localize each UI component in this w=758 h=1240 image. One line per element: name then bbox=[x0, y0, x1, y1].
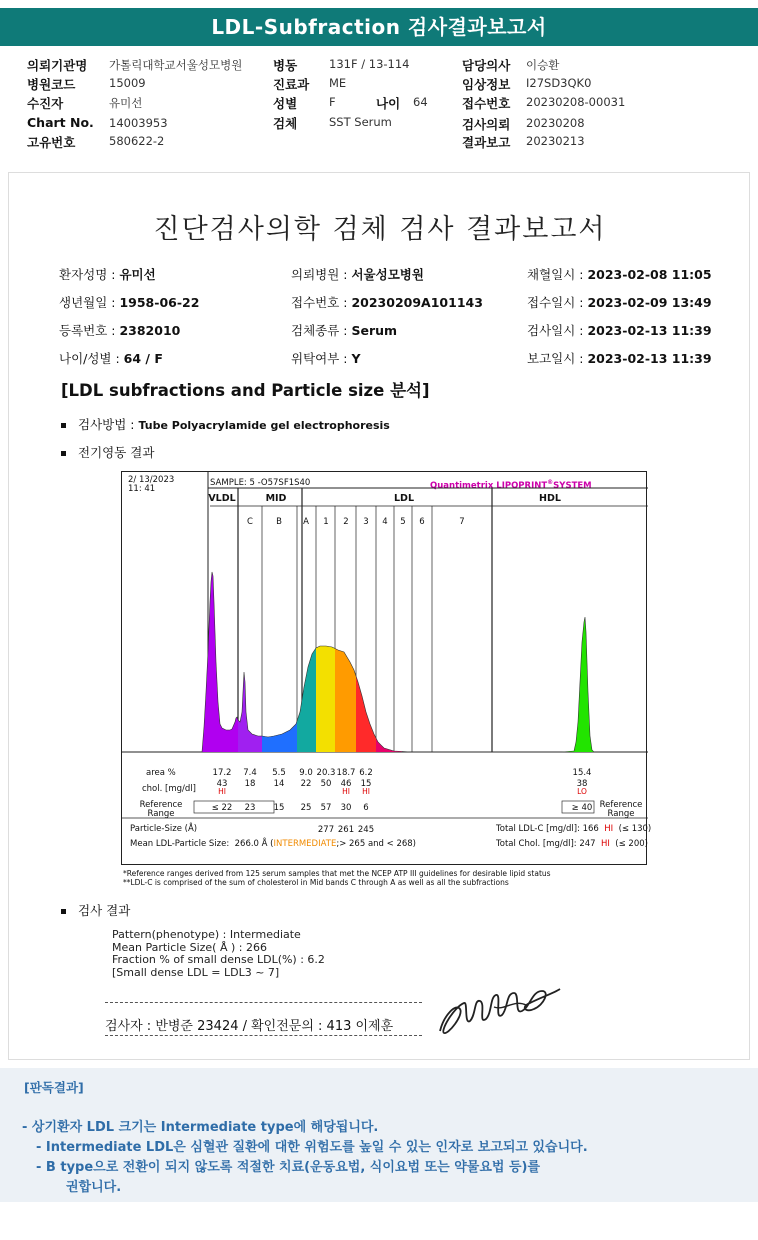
header-value: 64 bbox=[413, 95, 428, 109]
ref-value-l2: 30 bbox=[340, 803, 352, 813]
header-value: 580622-2 bbox=[109, 134, 165, 148]
band-label-5: 5 bbox=[400, 517, 406, 527]
band-label-b: B bbox=[276, 517, 282, 527]
result-summary bbox=[112, 929, 325, 979]
header-value: ME bbox=[329, 76, 347, 90]
chart-canvas bbox=[122, 472, 648, 866]
lipoprint-chart bbox=[121, 471, 652, 865]
peak-area-ldl3 bbox=[356, 676, 376, 752]
header-key: 나이 bbox=[376, 96, 401, 111]
bullet-icon bbox=[61, 909, 66, 914]
area-value-l1: 20.3 bbox=[316, 768, 336, 778]
row-label-mean: Mean LDL-Particle Size: 266.0 Å (INTERMEDIATE;> 265 and < 268) bbox=[130, 839, 416, 849]
ref-value-a: 25 bbox=[300, 803, 312, 813]
band-label-a: A bbox=[303, 517, 309, 527]
interpretation-title: [판독결과] bbox=[24, 1080, 84, 1095]
report-time: 보고일시 : 2023-02-13 11:39 bbox=[527, 351, 712, 366]
chart-notes bbox=[123, 869, 551, 887]
test-time: 검사일시 : 2023-02-13 11:39 bbox=[527, 323, 712, 338]
header-value: 20230208-00031 bbox=[526, 95, 626, 109]
report-title: 진단검사의학 검체 검사 결과보고서 bbox=[153, 214, 607, 245]
divider bbox=[105, 1002, 422, 1003]
specimen-type: 검체종류 : Serum bbox=[291, 323, 398, 338]
scanned-report bbox=[8, 172, 750, 1060]
peak-area-c bbox=[238, 672, 262, 752]
ref-value-b: 15 bbox=[273, 803, 285, 813]
area-value-c: 7.4 bbox=[243, 768, 257, 778]
note-line: *Reference ranges derived from 125 serum samples that met the NCEP ATP III guidelines for desirable lipid status bbox=[123, 869, 551, 878]
peak-area-a bbox=[297, 648, 316, 752]
header-key: 의뢰기관명 bbox=[27, 58, 88, 73]
area-value-b: 5.5 bbox=[272, 768, 286, 778]
total-ldl: Total LDL-C [mg/dl]: 166 HI (≤ 130) bbox=[496, 824, 652, 834]
peak-area-b bbox=[262, 721, 297, 752]
patient-name: 환자성명 : 유미선 bbox=[59, 267, 156, 282]
bullet-icon bbox=[61, 451, 66, 456]
peak-area-ldl1 bbox=[316, 646, 335, 752]
header-value: 20230213 bbox=[526, 134, 585, 148]
header-value: 14003953 bbox=[109, 116, 168, 130]
row-label-ref-right: Reference Range bbox=[599, 800, 643, 819]
age-sex: 나이/성별 : 64 / F bbox=[59, 351, 163, 366]
chol-value-l1: 50 bbox=[320, 779, 332, 789]
flag-l2: HI bbox=[342, 787, 350, 796]
electrophoresis-heading: 전기영동 결과 bbox=[61, 443, 154, 461]
row-label-chol: chol. [mg/dl] bbox=[142, 784, 196, 794]
report-banner: LDL-Subfraction 검사결과보고서 bbox=[0, 8, 758, 46]
divider bbox=[105, 1035, 422, 1036]
chol-value-vldl: 43 bbox=[216, 779, 228, 789]
result-heading: 검사 결과 bbox=[61, 901, 130, 919]
registration-number: 등록번호 : 2382010 bbox=[59, 323, 181, 338]
chart-time: 11: 41 bbox=[128, 484, 156, 494]
header-key: 병동 bbox=[273, 58, 298, 73]
interpretation-line: - B type으로 전환이 되지 않도록 적절한 치료(운동요법, 식이요법 또는 약물요법 등)를 bbox=[36, 1160, 541, 1175]
method-line: 검사방법 : Tube Polyacrylamide gel electrophoresis bbox=[61, 415, 390, 433]
header-key: 수진자 bbox=[27, 96, 64, 111]
header-key: 접수번호 bbox=[462, 96, 511, 111]
ref-box bbox=[194, 801, 274, 813]
signoff: 검사자 : 반병준 23424 / 확인전문의 : 413 이제훈 bbox=[105, 1019, 394, 1034]
chol-value-b: 14 bbox=[273, 779, 285, 789]
collection-time: 채혈일시 : 2023-02-08 11:05 bbox=[527, 267, 712, 282]
chol-value-l3: 15 bbox=[360, 779, 372, 789]
result-line: [Small dense LDL = LDL3 ~ 7] bbox=[112, 965, 280, 979]
psize-value-l3: 245 bbox=[357, 825, 375, 835]
birth-date: 생년월일 : 1958-06-22 bbox=[59, 295, 200, 310]
psize-value-l2: 261 bbox=[337, 825, 355, 835]
total-chol: Total Chol. [mg/dl]: 247 HI (≤ 200) bbox=[496, 839, 648, 849]
chart-date: 2/ 13/2023 bbox=[128, 475, 175, 485]
interpretation-panel bbox=[0, 1068, 758, 1202]
header-key: 검체 bbox=[273, 116, 298, 131]
psize-value-l1: 277 bbox=[317, 825, 335, 835]
header-value: 가톨릭대학교서울성모병원 bbox=[109, 58, 243, 72]
group-label-vldl: VLDL bbox=[208, 493, 236, 504]
header-value: 유미선 bbox=[109, 96, 143, 110]
chol-value-hdl: 38 bbox=[576, 779, 588, 789]
result-line: Pattern(phenotype) : Intermediate bbox=[112, 928, 301, 941]
chart-brand: Quantimetrix LIPOPRINT®SYSTEM bbox=[430, 479, 592, 491]
chol-value-c: 18 bbox=[244, 779, 256, 789]
note-line: **LDL-C is comprised of the sum of cholesterol in Mid bands C through A as well as all the subfractions bbox=[123, 878, 509, 887]
flag-l3: HI bbox=[362, 787, 370, 796]
chart-sample: SAMPLE: 5 -O57SF1S40 bbox=[210, 478, 311, 488]
header-key: 병원코드 bbox=[27, 77, 76, 92]
accession-number: 접수번호 : 20230209A101143 bbox=[291, 295, 483, 310]
ref-value-hdl: ≥ 40 bbox=[571, 803, 593, 813]
band-label-7: 7 bbox=[459, 517, 465, 527]
band-label-1: 1 bbox=[323, 517, 329, 527]
flag-vldl: HI bbox=[218, 787, 226, 796]
header-key: 성별 bbox=[273, 96, 298, 111]
area-value-hdl: 15.4 bbox=[572, 768, 592, 778]
band-label-4: 4 bbox=[382, 517, 388, 527]
ref-value-l1: 57 bbox=[320, 803, 332, 813]
interpretation-line: - 상기환자 LDL 크기는 Intermediate type에 해당됩니다. bbox=[22, 1120, 379, 1135]
section-title: [LDL subfractions and Particle size 분석] bbox=[61, 381, 430, 400]
header-value: 131F / 13-114 bbox=[329, 57, 410, 71]
band-label-2: 2 bbox=[343, 517, 349, 527]
group-label-hdl: HDL bbox=[539, 493, 561, 504]
result-line: Mean Particle Size( Å ) : 266 bbox=[112, 940, 267, 954]
outsourced: 위탁여부 : Y bbox=[291, 351, 361, 366]
ref-value-l3: 6 bbox=[363, 803, 369, 813]
peak-area-ldl2 bbox=[335, 649, 356, 753]
group-label-mid: MID bbox=[265, 493, 287, 504]
area-value-l3: 6.2 bbox=[359, 768, 373, 778]
interpretation-line: - Intermediate LDL은 심혈관 질환에 대한 위험도를 높일 수 있는 인자로 보고되고 있습니다. bbox=[36, 1140, 588, 1155]
header-value: 이승환 bbox=[526, 58, 560, 72]
row-label-psize: Particle-Size (Å) bbox=[130, 824, 198, 834]
area-value-l2: 18.7 bbox=[336, 768, 356, 778]
group-label-ldl: LDL bbox=[394, 493, 414, 504]
header-value: 20230208 bbox=[526, 116, 585, 130]
ref-value-c: 23 bbox=[244, 803, 256, 813]
bullet-icon bbox=[61, 423, 66, 428]
row-label-area: area % bbox=[146, 768, 176, 778]
interpretation-line: 권합니다. bbox=[66, 1180, 122, 1195]
flag-hdl: LO bbox=[577, 787, 587, 796]
band-label-c: C bbox=[247, 517, 253, 527]
row-label-ref: Reference Range bbox=[139, 800, 183, 819]
header-value: SST Serum bbox=[329, 115, 392, 129]
area-value-vldl: 17.2 bbox=[212, 768, 232, 778]
signature-icon bbox=[434, 985, 564, 1045]
chol-value-l2: 46 bbox=[340, 779, 352, 789]
received-time: 접수일시 : 2023-02-09 13:49 bbox=[527, 295, 712, 310]
area-value-a: 9.0 bbox=[299, 768, 313, 778]
chol-value-a: 22 bbox=[300, 779, 312, 789]
header-key: 검사의뢰 bbox=[462, 117, 511, 132]
band-label-3: 3 bbox=[363, 517, 369, 527]
header-key: 진료과 bbox=[273, 77, 310, 92]
band-label-6: 6 bbox=[419, 517, 425, 527]
header-value: 15009 bbox=[109, 76, 146, 90]
header-key: 고유번호 bbox=[27, 135, 76, 150]
peak-area-hdl bbox=[562, 617, 597, 752]
header-key: 임상정보 bbox=[462, 77, 511, 92]
referring-hospital: 의뢰병원 : 서울성모병원 bbox=[291, 267, 424, 282]
header-key: Chart No. bbox=[27, 115, 94, 130]
header-value: F bbox=[329, 95, 336, 109]
header-key: 담당의사 bbox=[462, 58, 511, 73]
ref-value-vldl: ≤ 22 bbox=[211, 803, 233, 813]
header-key: 결과보고 bbox=[462, 135, 511, 150]
header-value: I27SD3QK0 bbox=[526, 76, 592, 90]
result-line: Fraction % of small dense LDL(%) : 6.2 bbox=[112, 953, 325, 966]
profile-line bbox=[202, 572, 594, 752]
peak-area-ldl-tail bbox=[376, 738, 402, 752]
